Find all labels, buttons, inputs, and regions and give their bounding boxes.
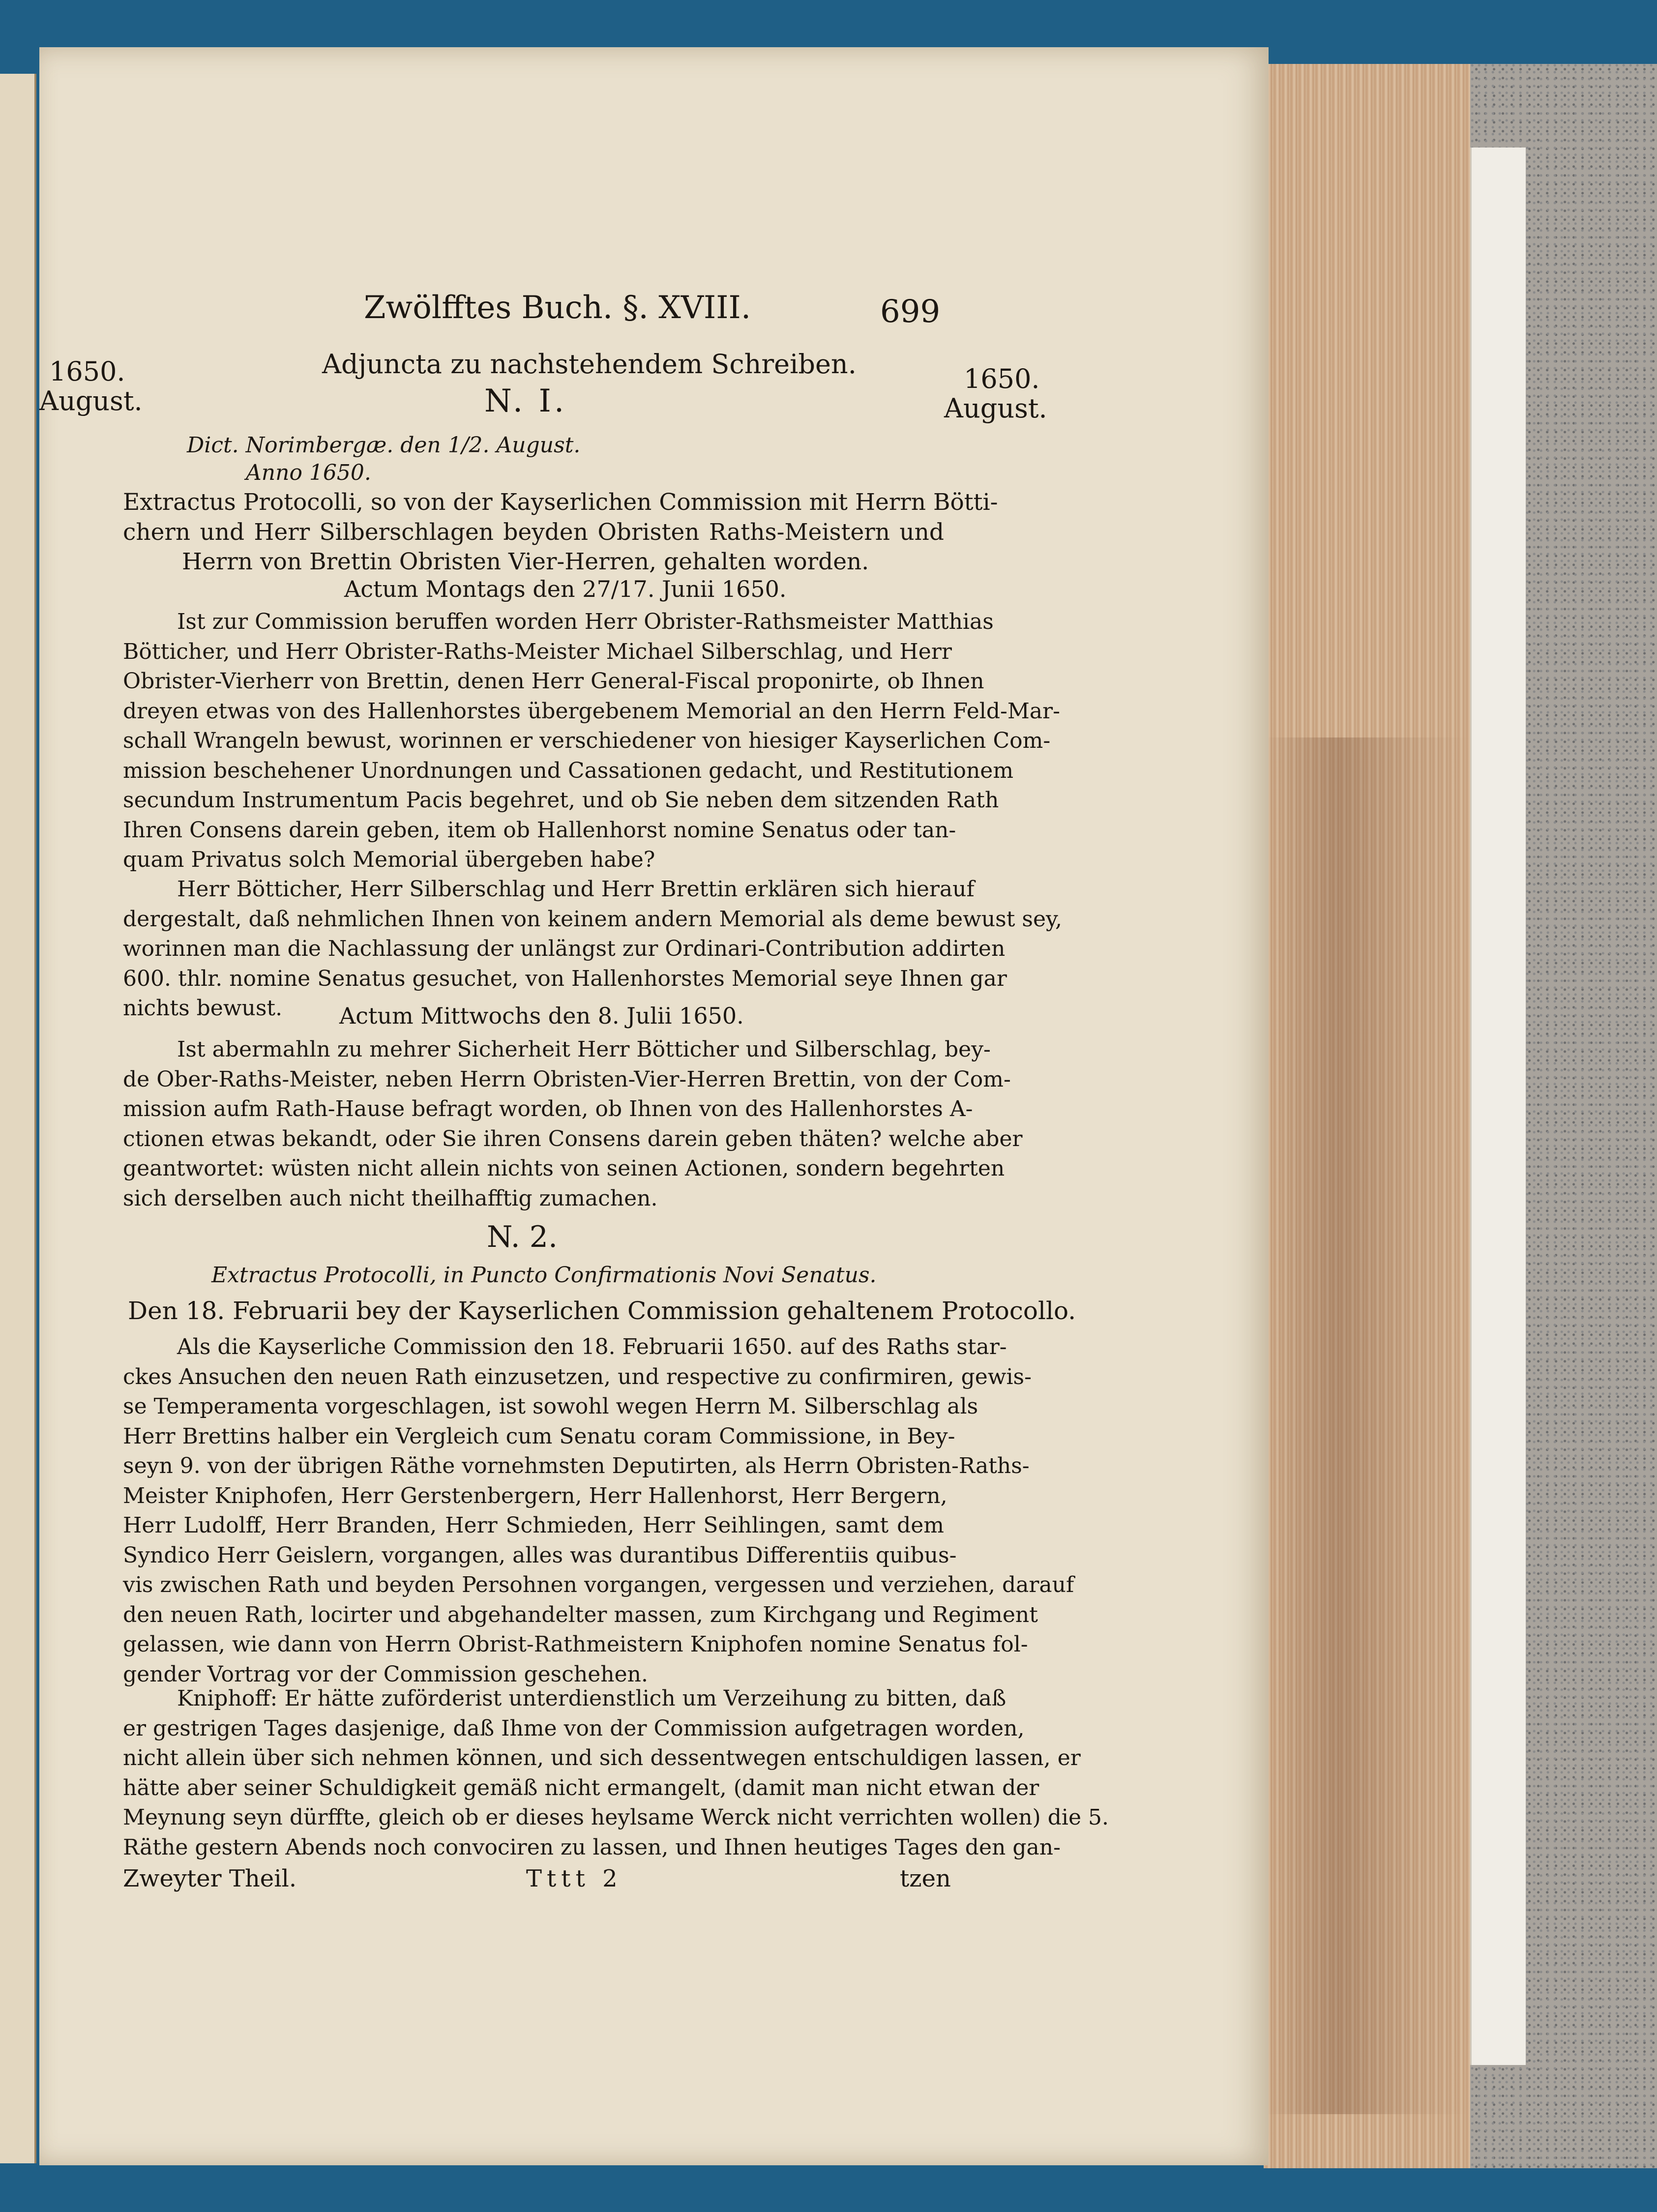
footer-volume: Zweyter Theil. [123, 1865, 297, 1892]
footer-catchword: tzen [900, 1865, 951, 1892]
paragraph-4: Als die Kayserliche Commission den 18. Februarii 1650. auf des Raths star- ckes Ansuchen den neuen Rath einzusetzen, und respective zu confirmiren, gewis- se Temperamenta vorgeschlagen, ist sowohl wegen Herrn M. Silberschlag als Herr Brettins halber ein Vergleich cum Senatu coram Commissione, in Bey- seyn 9. von der übrigen Räthe vornehmsten Deputirten, als Herrn Obristen-Raths- Meister Kniphofen, Herr Gerstenbergern, Herr Hallenhorst, Herr Bergern, Herr Ludolff, Herr Branden, Herr Schmieden, Herr Seihlingen, samt dem Syndico Herr Geislern, vorgangen, alles was durantibus Differentiis quibus- vis zwischen Rath und beyden Persohnen vorgangen, vergessen und verziehen, darauf den neuen Rath, locirter und abgehandelter massen, zum Kirchgang und Regiment gelassen, wie dann von Herrn Obrist-Rathmeistern Kniphofen nomine Senatus fol- gender Vortrag vor der Commission geschehen. [123, 1334, 1074, 1687]
margin-left-month: August. [39, 385, 143, 416]
paragraph-3: Ist abermahln zu mehrer Sicherheit Herr Bötticher und Silberschlag, bey- de Ober-Raths-Meister, neben Herrn Obristen-Vier-Herren Brettin, von der Com- mission aufm Rath-Hause befragt worden, ob Ihnen von des Hallenhorstes A- ctionen etwas bekandt, oder Sie ihren Consens darein geben thäten? welche aber geantwortet: wüsten nicht allein nichts von seinen Actionen, sondern begehrten sich derselben auch nicht theilhafftig zumachen. [123, 1037, 1023, 1211]
margin-right-month: August. [944, 393, 1047, 424]
page-edges-shadow [1264, 737, 1470, 2114]
paragraph-5: Kniphoff: Er hätte zuförderist unterdienstlich um Verzeihung zu bitten, daß er gestrigen Tages dasjenige, daß Ihme von der Commission aufgetragen worden, nicht allein über sich nehmen können, und sich dessentwegen entschuldigen lassen, er hätte aber seiner Schuldigkeit gemäß nicht ermangelt, (damit man nicht etwan der Meynung seyn dürffte, gleich ob er dieses heylsame Werck nicht verrichten wollen) die 5. Räthe gestern Abends noch convociren zu lassen, und Ihnen heutiges Tages den gan- [123, 1686, 1109, 1860]
page-number: 699 [880, 294, 941, 330]
margin-right-year: 1650. [964, 363, 1040, 394]
extractus-heading: Extractus Protocolli, so von der Kayserlichen Commission mit Herrn Bötti- chern und Herr Silberschlagen beyden Obristen Raths-Meistern und Herrn von Brettin Obristen Vier-Herren, gehalten worden. [123, 489, 998, 575]
dated-line: Dict. Norimbergæ. den 1/2. August. [187, 433, 581, 458]
facing-page-edge [0, 74, 36, 2163]
anno-line: Anno 1650. [246, 460, 371, 485]
paper-strip [1470, 147, 1526, 2065]
paragraph-2: Herr Bötticher, Herr Silberschlag und Herr Brettin erklären sich hierauf dergestalt, daß nehmlichen Ihnen von keinem andern Memorial als deme bewust sey, worinnen man die Nachlassung der unlängst zur Ordinari-Contribution addirten 600. thlr. nomine Senatus gesuchet, von Hallenhorstes Memorial seye Ihnen gar nichts bewust. [123, 877, 1063, 1021]
adjuncta-heading: Adjuncta zu nachstehendem Schreiben. [322, 349, 857, 380]
section-number-1: N. I. [484, 383, 567, 419]
actum-line-2: Actum Mittwochs den 8. Julii 1650. [339, 1003, 744, 1029]
dated-line-2: Den 18. Februarii bey der Kayserlichen Commission gehaltenem Protocollo. [128, 1297, 1076, 1325]
actum-line-1: Actum Montags den 27/17. Junii 1650. [344, 576, 787, 602]
paragraph-1: Ist zur Commission beruffen worden Herr Obrister-Rathsmeister Matthias Bötticher, und Herr Obrister-Raths-Meister Michael Silberschlag, und Herr Obrister-Vierherr von Brettin, denen Herr General-Fiscal proponirte, ob Ihnen dreyen etwas von des Hallenhorstes übergebenem Memorial an den Herrn Feld-Mar- schall Wrangeln bewust, worinnen er verschiedener von hiesiger Kayserlichen Com- mission beschehener Unordnungen und Cassationen gedacht, und Restitutionem secundum Instrumentum Pacis begehret, und ob Sie neben dem sitzenden Rath Ihren Consens darein geben, item ob Hallenhorst nomine Senatus oder tan- quam Privatus solch Memorial übergeben habe? [123, 609, 1061, 872]
section-number-2: N. 2. [487, 1220, 558, 1254]
margin-left-year: 1650. [49, 356, 125, 387]
running-title: Zwölfftes Buch. §. XVIII. [364, 290, 751, 326]
footer-signature: Tttt 2 [526, 1865, 622, 1892]
extractus-2-heading: Extractus Protocolli, in Puncto Confirmationis Novi Senatus. [211, 1263, 877, 1288]
